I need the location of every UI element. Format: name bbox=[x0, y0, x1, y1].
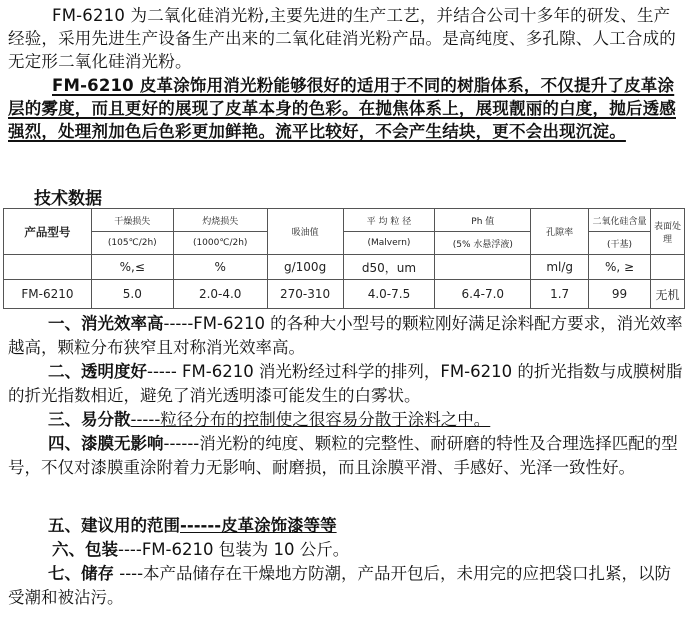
cell-oil-absorption: 270-310 bbox=[267, 280, 343, 309]
unit-ignition-loss: % bbox=[173, 255, 267, 280]
section-5-text: ------皮革涂饰漆等等 bbox=[180, 516, 337, 535]
unit-porosity: ml/g bbox=[531, 255, 589, 280]
section-dispersion bbox=[8, 408, 686, 432]
section-matting-efficiency bbox=[8, 312, 686, 360]
header-porosity: 孔隙率 bbox=[531, 209, 589, 255]
unit-model bbox=[4, 255, 92, 280]
intro-paragraph bbox=[8, 4, 684, 73]
header-ph: Ph 值 bbox=[435, 209, 531, 232]
section-4-text: ------消光粉的纯度、颗粒的完整性、耐研磨的特性及合理选择匹配的型号，不仅对漆膜重涂附着力无影响、耐磨损，而且涂膜平滑、手感好、光泽一致性好。 bbox=[8, 434, 678, 477]
section-transparency bbox=[8, 360, 686, 408]
header-oil-absorption: 吸油值 bbox=[267, 209, 343, 255]
cell-surface-treatment: 无机 bbox=[650, 280, 684, 309]
cell-silica-content: 99 bbox=[589, 280, 651, 309]
cell-particle-size: 4.0-7.5 bbox=[343, 280, 435, 309]
section-1-title: 一、消光效率高 bbox=[48, 314, 164, 333]
section-film-effect bbox=[8, 432, 686, 480]
header-surface-treatment: 表面处理 bbox=[650, 209, 684, 255]
section-1-text: -----FM-6210 的各种大小型号的颗粒刚好满足涂料配方要求，消光效率越高，颗粒分布狭窄且对称消光效率高。 bbox=[8, 314, 683, 357]
tech-data-heading: 技术数据 bbox=[34, 189, 102, 209]
section-application bbox=[48, 514, 690, 538]
section-6-title: 六、包装 bbox=[52, 540, 118, 559]
highlight-paragraph bbox=[8, 74, 684, 143]
section-2-title: 二、透明度好 bbox=[48, 362, 147, 381]
unit-oil-absorption: g/100g bbox=[267, 255, 343, 280]
header-silica-content: 二氧化硅含量 bbox=[589, 209, 651, 232]
cell-ignition-loss: 2.0-4.0 bbox=[173, 280, 267, 309]
section-3-title: 三、易分散 bbox=[48, 410, 131, 429]
header-ignition-loss-cond: (1000℃/2h) bbox=[173, 232, 267, 255]
unit-surface-treatment bbox=[650, 255, 684, 280]
section-7-title: 七、储存 bbox=[48, 564, 114, 583]
header-model: 产品型号 bbox=[4, 209, 92, 255]
spec-table bbox=[3, 208, 685, 309]
cell-ph: 6.4-7.0 bbox=[435, 280, 531, 309]
cell-dry-loss: 5.0 bbox=[91, 280, 173, 309]
cell-model: FM-6210 bbox=[4, 280, 92, 309]
section-3-text: -----粒径分布的控制使之很容易分散于涂料之中。 bbox=[130, 410, 491, 429]
unit-dry-loss: %,≤ bbox=[91, 255, 173, 280]
unit-particle-size: d50，um bbox=[343, 255, 435, 280]
unit-silica-content: %, ≥ bbox=[589, 255, 651, 280]
section-2-text: ----- FM-6210 消光粉经过科学的排列，FM-6210 的折光指数与成膜树脂的折光指数相近，避免了消光透明漆可能发生的白雾状。 bbox=[8, 362, 683, 405]
header-ph-cond: (5% 水悬浮液) bbox=[435, 232, 531, 255]
section-7-text: ----本产品储存在干燥地方防潮，产品开包后，未用完的应把袋口扎紧，以防受潮和被沾污。 bbox=[8, 564, 672, 607]
highlight-text: FM-6210 皮革涂饰用消光粉能够很好的适用于不同的树脂体系，不仅提升了皮革涂层的雾度，而且更好的展现了皮革本身的色彩。在抛焦体系上，展现靓丽的白度，抛后透感强烈，处理剂加色后色彩更加鲜艳。流平比较好，不会产生结块，更不会出现沉淀。 bbox=[8, 76, 676, 141]
header-ignition-loss: 灼烧损失 bbox=[173, 209, 267, 232]
intro-text: FM-6210 为二氧化硅消光粉,主要先进的生产工艺，并结合公司十多年的研发、生产经验，采用先进生产设备生产出来的二氧化硅消光粉产品。是高纯度、多孔隙、人工合成的无定形二氧化硅消光粉。 bbox=[8, 6, 676, 71]
unit-ph bbox=[435, 255, 531, 280]
section-storage bbox=[8, 562, 686, 610]
header-dry-loss-cond: (105℃/2h) bbox=[91, 232, 173, 255]
section-4-title: 四、漆膜无影响 bbox=[48, 434, 164, 453]
cell-porosity: 1.7 bbox=[531, 280, 589, 309]
header-particle-size: 平 均 粒 径 bbox=[343, 209, 435, 232]
header-dry-loss: 干燥损失 bbox=[91, 209, 173, 232]
section-6-text: ----FM-6210 包装为 10 公斤。 bbox=[118, 540, 350, 559]
section-packaging bbox=[52, 538, 690, 562]
header-silica-content-cond: (干基) bbox=[589, 232, 651, 255]
section-5-title: 五、建议用的范围 bbox=[48, 516, 180, 535]
header-particle-size-cond: (Malvern) bbox=[343, 232, 435, 255]
